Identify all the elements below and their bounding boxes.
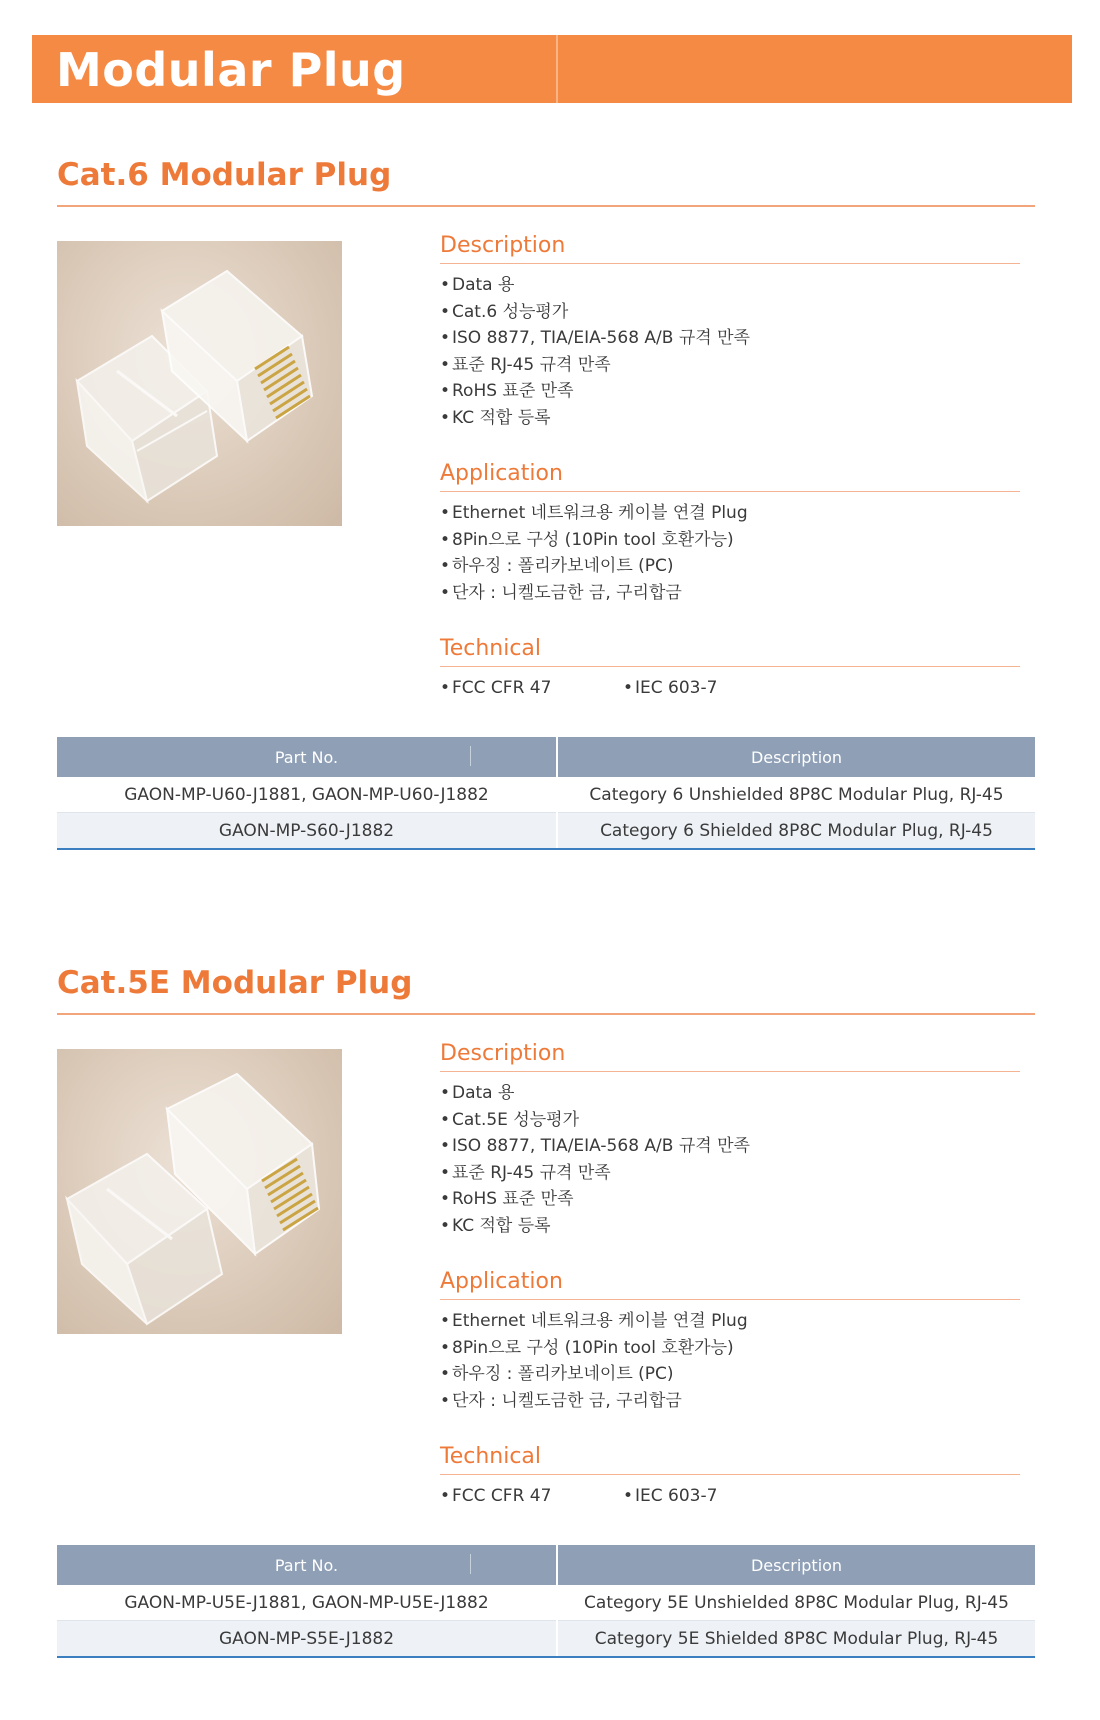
table-row <box>57 1621 1035 1658</box>
description-cell: Category 5E Unshielded 8P8C Modular Plug, RJ-45 <box>557 1585 1035 1621</box>
table-row <box>57 777 1035 813</box>
product-section-cat6 <box>0 157 1100 877</box>
heading-rule <box>440 1474 1020 1475</box>
banner-divider <box>556 35 558 103</box>
heading-rule <box>440 1071 1020 1072</box>
heading-rule <box>440 666 1020 667</box>
list-item: • Data 용 <box>440 275 515 295</box>
application-heading: Application <box>440 461 563 486</box>
table-header-row <box>57 737 1035 777</box>
list-item: • ISO 8877, TIA/EIA-568 A/B 규격 만족 <box>440 1136 750 1156</box>
heading-rule <box>440 263 1020 264</box>
column-header-part-no: Part No. <box>57 737 557 777</box>
technical-heading: Technical <box>440 636 542 661</box>
list-item: • ISO 8877, TIA/EIA-568 A/B 규격 만족 <box>440 328 750 348</box>
application-heading: Application <box>440 1269 563 1294</box>
part-table <box>57 1545 1035 1658</box>
technical-list <box>440 1483 1020 1510</box>
section-title: Cat.6 Modular Plug <box>57 157 392 193</box>
list-item: • Ethernet 네트워크용 케이블 연결 Plug <box>440 503 748 523</box>
column-header-description: Description <box>557 1545 1035 1585</box>
modular-plug-image <box>57 241 342 526</box>
list-item: • FCC CFR 47 <box>440 1486 552 1506</box>
application-block <box>440 1267 1020 1414</box>
technical-list <box>440 675 1020 702</box>
list-item: • 하우징 : 폴리카보네이트 (PC) <box>440 556 674 576</box>
list-item: • 8Pin으로 구성 (10Pin tool 호환가능) <box>440 1337 734 1358</box>
table-header-row <box>57 1545 1035 1585</box>
section-divider <box>57 1013 1035 1015</box>
list-item: • RoHS 표준 만족 <box>440 381 574 401</box>
description-heading: Description <box>440 1041 566 1066</box>
product-photo <box>57 241 342 526</box>
description-block <box>440 1039 1020 1239</box>
list-item: • KC 적합 등록 <box>440 1215 551 1236</box>
modular-plug-image <box>57 1049 342 1334</box>
column-header-description: Description <box>557 737 1035 777</box>
heading-rule <box>440 491 1020 492</box>
list-item: • Ethernet 네트워크용 케이블 연결 Plug <box>440 1311 748 1331</box>
description-heading: Description <box>440 233 566 258</box>
description-cell: Category 5E Shielded 8P8C Modular Plug, RJ-45 <box>557 1621 1035 1658</box>
part-table <box>57 737 1035 850</box>
header-banner <box>32 35 1072 103</box>
technical-block <box>440 1442 1020 1510</box>
description-list <box>440 272 1020 431</box>
product-photo <box>57 1049 342 1334</box>
list-item: • IEC 603-7 <box>623 1486 718 1506</box>
list-item: • Cat.6 성능평가 <box>440 301 569 322</box>
product-section-cat5e <box>0 965 1100 1685</box>
list-item: • 8Pin으로 구성 (10Pin tool 호환가능) <box>440 529 734 550</box>
description-cell: Category 6 Unshielded 8P8C Modular Plug, RJ-45 <box>557 777 1035 813</box>
list-item: • 단자 : 니켈도금한 금, 구리합금 <box>440 1390 682 1411</box>
description-cell: Category 6 Shielded 8P8C Modular Plug, RJ-45 <box>557 813 1035 850</box>
description-list <box>440 1080 1020 1239</box>
list-item: • RoHS 표준 만족 <box>440 1189 574 1209</box>
application-block <box>440 459 1020 606</box>
list-item: • FCC CFR 47 <box>440 678 552 698</box>
technical-block <box>440 634 1020 702</box>
list-item: • Cat.5E 성능평가 <box>440 1109 580 1130</box>
column-header-part-no: Part No. <box>57 1545 557 1585</box>
part-number-cell: GAON-MP-U5E-J1881, GAON-MP-U5E-J1882 <box>57 1585 557 1621</box>
section-title: Cat.5E Modular Plug <box>57 965 413 1001</box>
list-item: • 하우징 : 폴리카보네이트 (PC) <box>440 1364 674 1384</box>
part-number-cell: GAON-MP-U60-J1881, GAON-MP-U60-J1882 <box>57 777 557 813</box>
list-item: • Data 용 <box>440 1083 515 1103</box>
table-row <box>57 1585 1035 1621</box>
list-item: • 표준 RJ-45 규격 만족 <box>440 354 611 375</box>
list-item: • KC 적합 등록 <box>440 407 551 428</box>
page-title: Modular Plug <box>56 43 406 97</box>
list-item: • 단자 : 니켈도금한 금, 구리합금 <box>440 582 682 603</box>
part-number-cell: GAON-MP-S5E-J1882 <box>57 1621 557 1658</box>
list-item: • 표준 RJ-45 규격 만족 <box>440 1162 611 1183</box>
list-item: • IEC 603-7 <box>623 678 718 698</box>
application-list <box>440 500 1020 606</box>
description-block <box>440 231 1020 431</box>
heading-rule <box>440 1299 1020 1300</box>
application-list <box>440 1308 1020 1414</box>
table-row <box>57 813 1035 850</box>
technical-heading: Technical <box>440 1444 542 1469</box>
section-divider <box>57 205 1035 207</box>
part-number-cell: GAON-MP-S60-J1882 <box>57 813 557 850</box>
